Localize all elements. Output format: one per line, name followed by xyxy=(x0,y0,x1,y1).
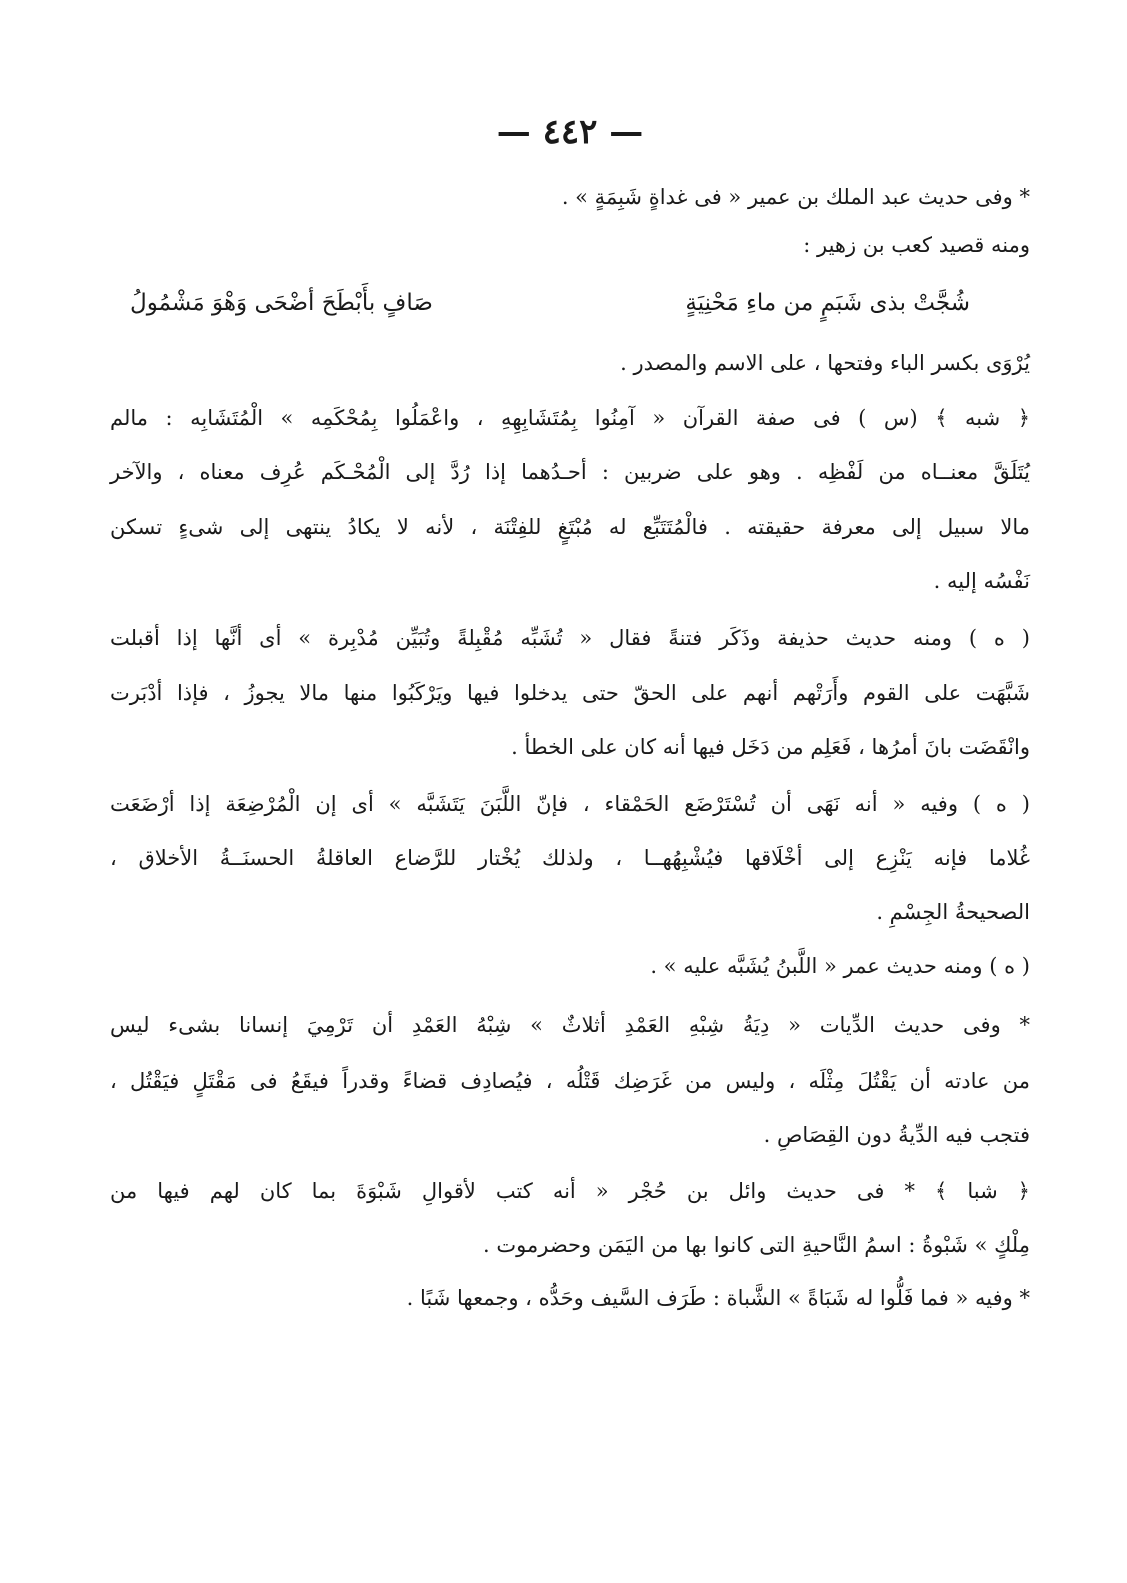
entry-shabah-line-2: يُتَلَقَّ معنــاه من لَفْظِه . وهو على ضربين : أحـدُهما إذا رُدَّ إلى الْمُحْـكَم عُرِف معناه ، والآخر xyxy=(110,460,1030,484)
entry-shabah-line-3: مالا سبيل إلى معرفة حقيقته . فالْمُتَتَبِّع له مُبْتَغٍ للفِتْنَة ، لأنه لا يكادُ ينتهى إلى شىءٍ تسكن xyxy=(110,515,1030,539)
text-line-3: يُرْوَى بكسر الباء وفتحها ، على الاسم والمصدر . xyxy=(620,351,1030,375)
page-number: — ٤٤٢ — xyxy=(496,112,644,152)
hadith-ridaa-line-3: الصحيحةُ الجِسْمِ . xyxy=(876,900,1030,924)
entry-shaba-line-2: مِلْكٍ » شَبْوةُ : اسمُ النَّاحيةِ التى كانوا بها من اليَمَن وحضرموت . xyxy=(483,1233,1030,1257)
entry-shabah-line-4: نَفْسُه إليه . xyxy=(933,569,1030,593)
verse-first-hemistich: شُجَّتْ بذى شَبَمٍ من ماءِ مَحْنِيَةٍ xyxy=(685,290,970,316)
hadith-diyat-line-3: فتجب فيه الدِّيةُ دون القِصَاصِ . xyxy=(763,1123,1030,1147)
text-line-1: * وفى حديث عبد الملك بن عمير « فى غداةٍ شَبِمَةٍ » . xyxy=(561,185,1030,209)
hadith-hudhayfa-line-3: وانْقَضَت بانَ أمرُها ، فَعَلِم من دَخَل فيها أنه كان على الخطأ . xyxy=(511,735,1030,759)
hadith-hudhayfa-line-2: شَبَّهَت على القوم وأَرَتْهم أنهم على الحقّ حتى يدخلوا فيها ويَرْكَبُوا منها مالا يجوزُ ، فإذا أدْبَرت xyxy=(110,681,1030,705)
hadith-diyat-line-2: من عادته أن يَقْتُلَ مِثْلَه ، وليس من غَرَضِك قَتْلُه ، فيُصادِف قضاءً وقدراً فيقَعُ فى مَقْتَلٍ فيَقْتُل ، xyxy=(110,1069,1030,1093)
hadith-ridaa-line-1: ( ه ) وفيه « أنه نَهَى أن تُسْتَرْضَع الحَمْقاء ، فإنّ اللَّبَنَ يَتَشَبَّه » أى إن الْمُرْضِعَة إذا أرْضَعَت xyxy=(110,792,1030,816)
hadith-diyat-line-1: * وفى حديث الدِّيات « دِيَةُ شِبْهِ العَمْدِ أثلاثٌ » شِبْهُ العَمْدِ أن تَرْمِيَ إنسانا بشىء ليس xyxy=(110,1013,1030,1037)
verse-second-hemistich: صَافٍ بأَبْطَحَ أضْحَى وَهْوَ مَشْمُولُ xyxy=(130,290,433,316)
entry-shabah-line-1: ﴿ شبه ﴾ (س ) فى صفة القرآن « آمِنُوا بِمُتَشَابِهِهِ ، واعْمَلُوا بِمُحْكَمِه » الْمُتَشَابِه : مالم xyxy=(110,406,1030,430)
entry-shaba-line-1: ﴿ شبا ﴾ * فى حديث وائل بن حُجْر « أنه كتب لأقوالِ شَبْوَةَ بما كان لهم فيها من xyxy=(110,1179,1030,1203)
entry-shaba-line-3: * وفيه « فما فَلُّوا له شَبَاةً » الشَّباة : طَرَف السَّيف وحَدُّه ، وجمعها شَبًا . xyxy=(406,1286,1030,1310)
document-page xyxy=(110,0,1030,1583)
text-line-2: ومنه قصيد كعب بن زهير : xyxy=(803,233,1030,257)
hadith-ridaa-line-2: غُلاما فإنه يَنْزِع إلى أخْلَاقها فيُشْبِهُهــا ، ولذلك يُخْتار للرَّضاع العاقلةُ الحسنَــةُ الأخلاق ، xyxy=(110,846,1030,870)
hadith-umar-line: ( ه ) ومنه حديث عمر « اللَّبنُ يُشَبَّه عليه » . xyxy=(650,954,1030,978)
hadith-hudhayfa-line-1: ( ه ) ومنه حديث حذيفة وذَكَر فتنةً فقال « تُشَبِّه مُقْبِلةً وتُبَيِّن مُدْبِرة » أى أنَّها إذا أقبلت xyxy=(110,626,1030,650)
